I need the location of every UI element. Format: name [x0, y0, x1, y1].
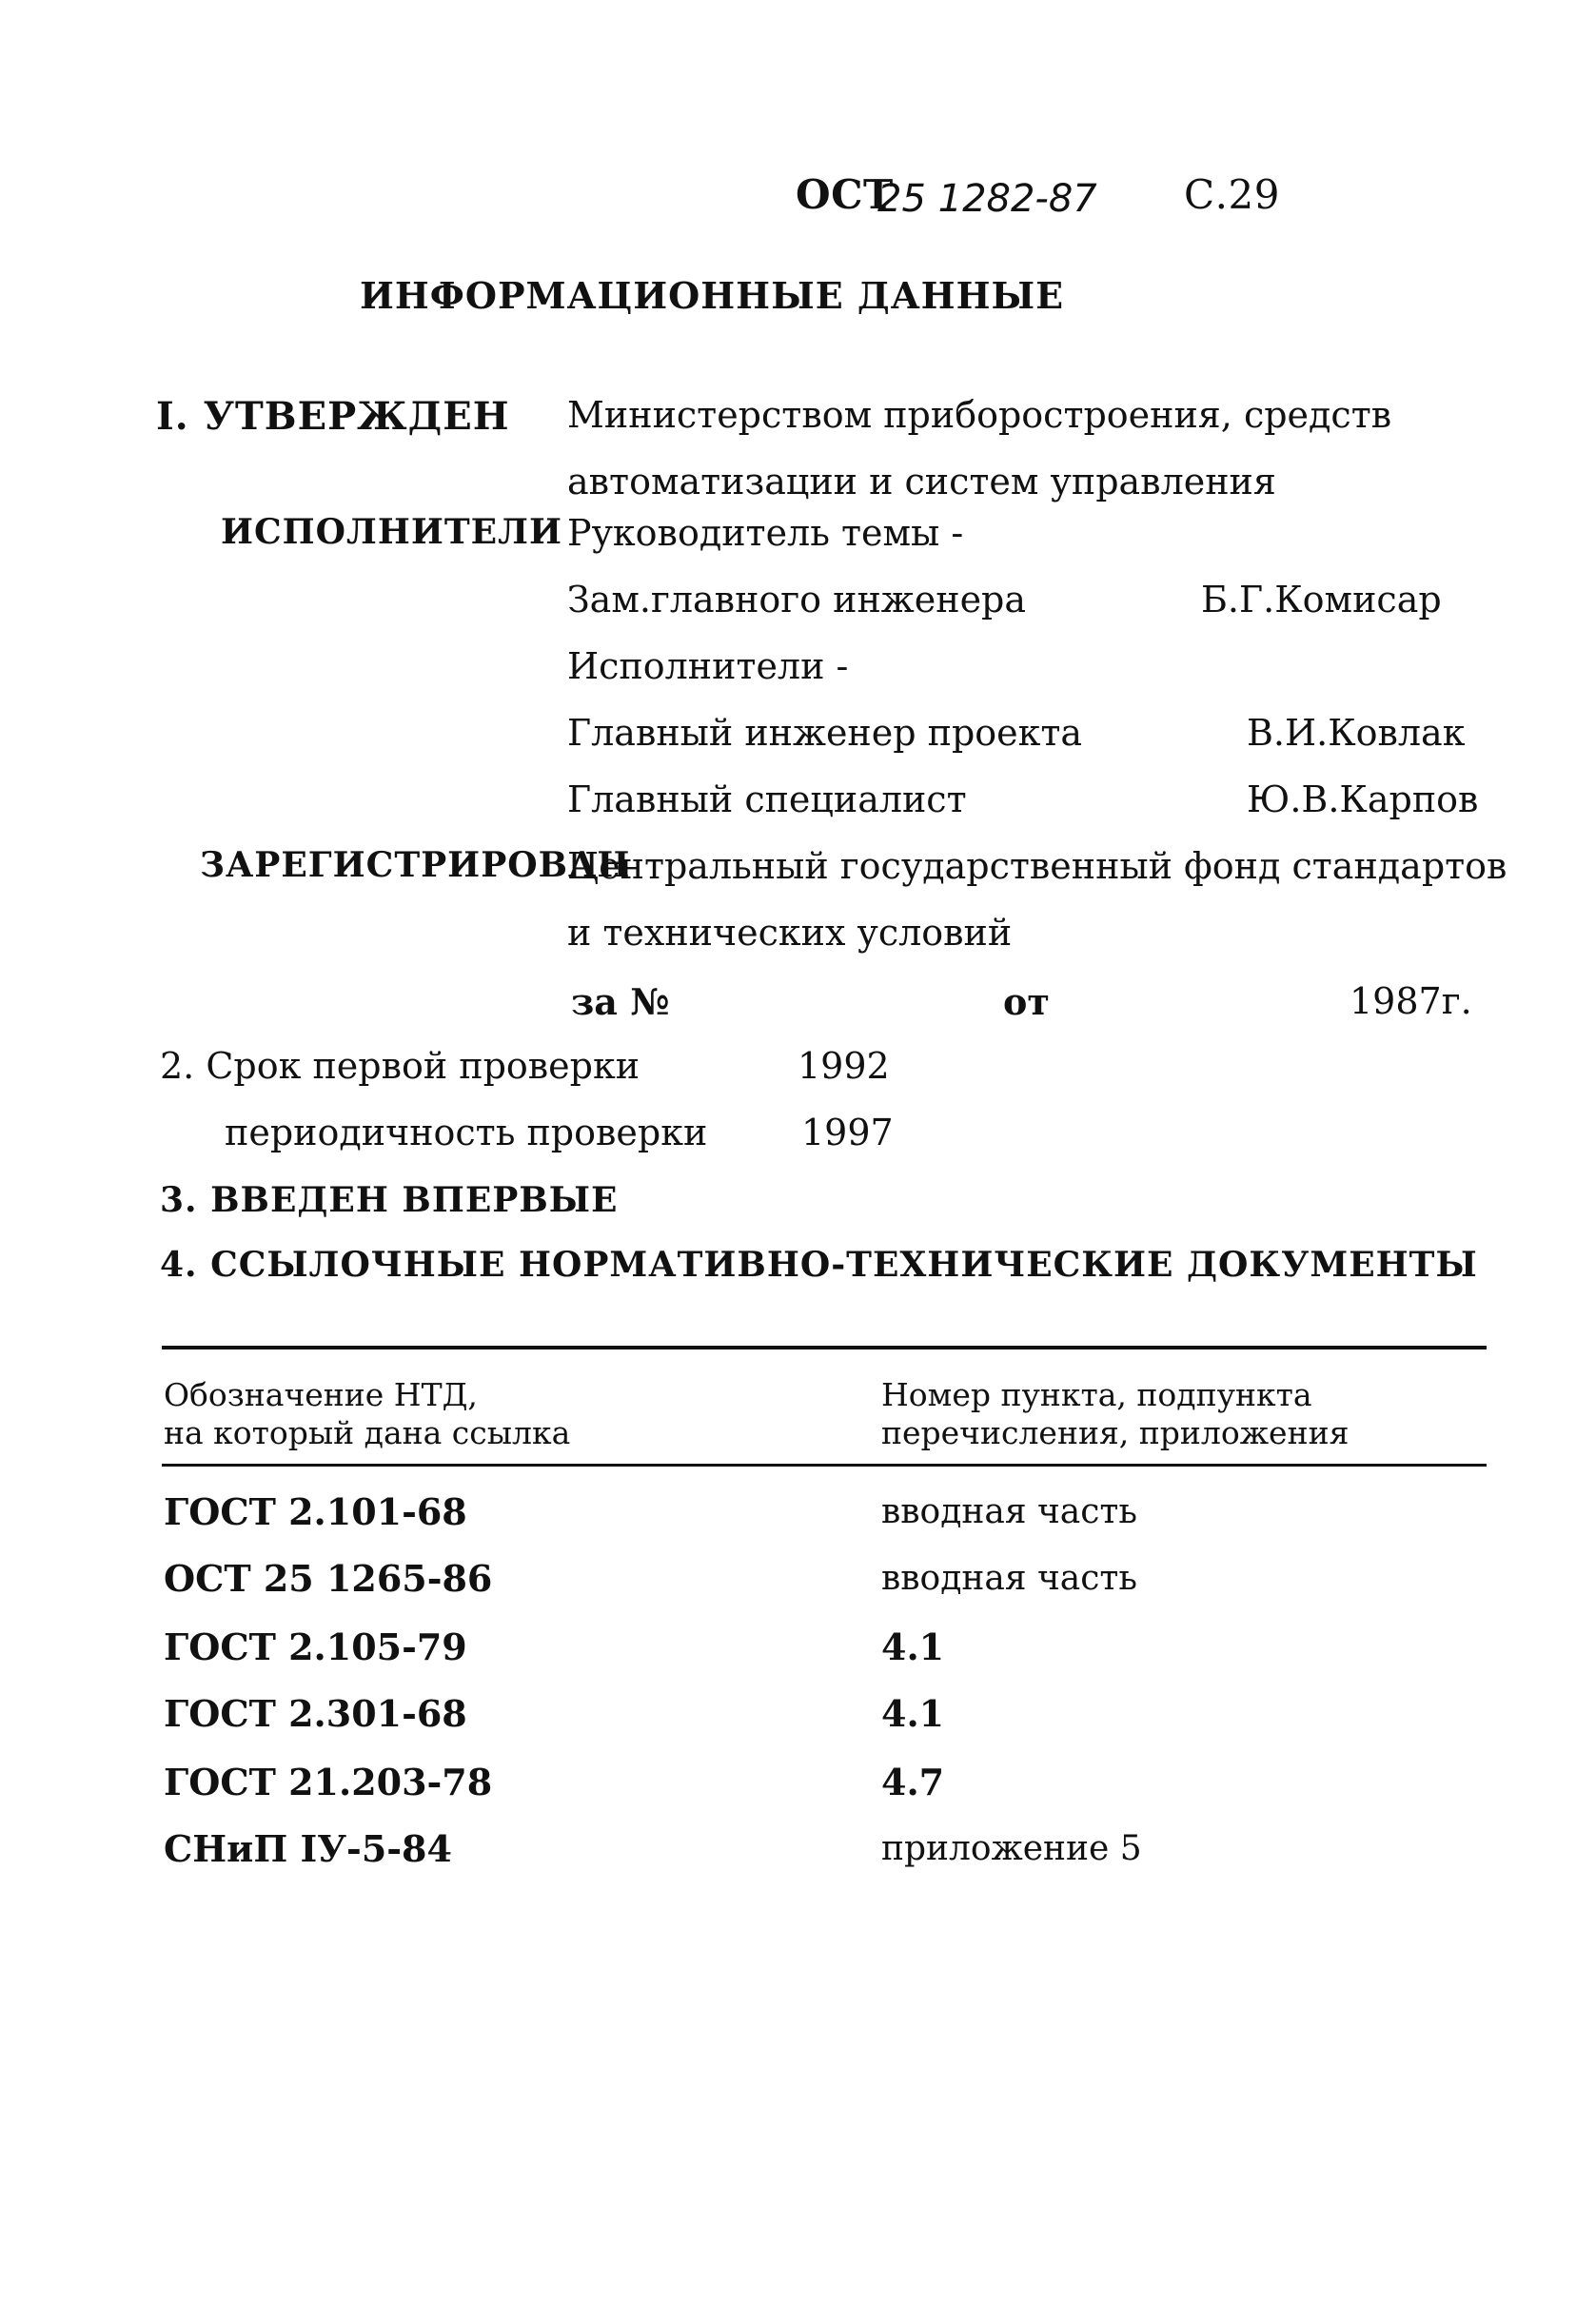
- approved-by-line1: Министерством приборостроения, средств: [567, 394, 1392, 436]
- table-top-rule: [162, 1346, 1487, 1350]
- table-row-ref: приложение 5: [881, 1829, 1142, 1868]
- table-row-ref: вводная часть: [881, 1492, 1137, 1531]
- period-year: 1997: [801, 1112, 894, 1153]
- table-row-ref: 4.1: [881, 1625, 945, 1668]
- registration-year: 1987г.: [1350, 980, 1472, 1022]
- registration-from: от: [1003, 980, 1050, 1023]
- registration-number: за №: [571, 980, 670, 1023]
- approved-by-line2: автоматизации и систем управления: [567, 461, 1276, 502]
- registered-line1: Центральный государственный фонд стандартов: [567, 845, 1507, 887]
- col1-header-line2: на который дана ссылка: [164, 1414, 571, 1451]
- executors-label: ИСПОЛНИТЕЛИ: [221, 512, 562, 552]
- ost-prefix: ОСТ: [796, 171, 894, 218]
- col1-header: [164, 1376, 570, 1452]
- chief-project-name: В.И.Ковлак: [1247, 712, 1466, 754]
- registered-label: ЗАРЕГИСТРИРОВАН: [200, 845, 631, 885]
- table-row-ref: 4.1: [881, 1692, 945, 1735]
- chief-spec-role: Главный специалист: [567, 778, 967, 820]
- approved-label: I. УТВЕРЖДЕН: [156, 394, 510, 439]
- first-check-year: 1992: [798, 1045, 890, 1087]
- registered-line2: и технических условий: [567, 912, 1013, 954]
- chief-spec-name: Ю.В.Карпов: [1247, 778, 1479, 820]
- executors-sub: Исполнители -: [567, 645, 849, 687]
- first-check-label: 2. Срок первой проверки: [160, 1045, 640, 1087]
- references-label: 4. ССЫЛОЧНЫЕ НОРМАТИВНО-ТЕХНИЧЕСКИЕ ДОКУМЕНТЫ: [160, 1245, 1478, 1285]
- col2-header: [881, 1376, 1349, 1452]
- table-row-doc: ОСТ 25 1265-86: [164, 1557, 493, 1600]
- table-row-doc: ГОСТ 2.301-68: [164, 1692, 467, 1735]
- table-header-rule: [162, 1464, 1487, 1467]
- col2-header-line1: Номер пункта, подпункта: [881, 1376, 1312, 1413]
- document-title: ИНФОРМАЦИОННЫЕ ДАННЫЕ: [360, 274, 1065, 317]
- table-row-doc: ГОСТ 2.101-68: [164, 1490, 467, 1533]
- deputy-role: Зам.главного инженера: [567, 579, 1027, 621]
- table-row-ref: вводная часть: [881, 1559, 1137, 1598]
- introduced-label: 3. ВВЕДЕН ВПЕРВЫЕ: [160, 1180, 619, 1220]
- lead-title: Руководитель темы -: [567, 512, 964, 554]
- chief-project-role: Главный инженер проекта: [567, 712, 1083, 754]
- table-row-doc: ГОСТ 2.105-79: [164, 1625, 467, 1668]
- ost-number: 25 1282-87: [877, 177, 1097, 221]
- deputy-name: Б.Г.Комисар: [1201, 579, 1442, 621]
- table-row-doc: ГОСТ 21.203-78: [164, 1761, 493, 1803]
- col2-header-line2: перечисления, приложения: [881, 1414, 1350, 1451]
- table-row-ref: 4.7: [881, 1761, 945, 1803]
- period-label: периодичность проверки: [225, 1112, 708, 1153]
- col1-header-line1: Обозначение НТД,: [164, 1376, 478, 1413]
- table-row-doc: СНиП IУ-5-84: [164, 1827, 452, 1870]
- page-number: С.29: [1184, 171, 1280, 218]
